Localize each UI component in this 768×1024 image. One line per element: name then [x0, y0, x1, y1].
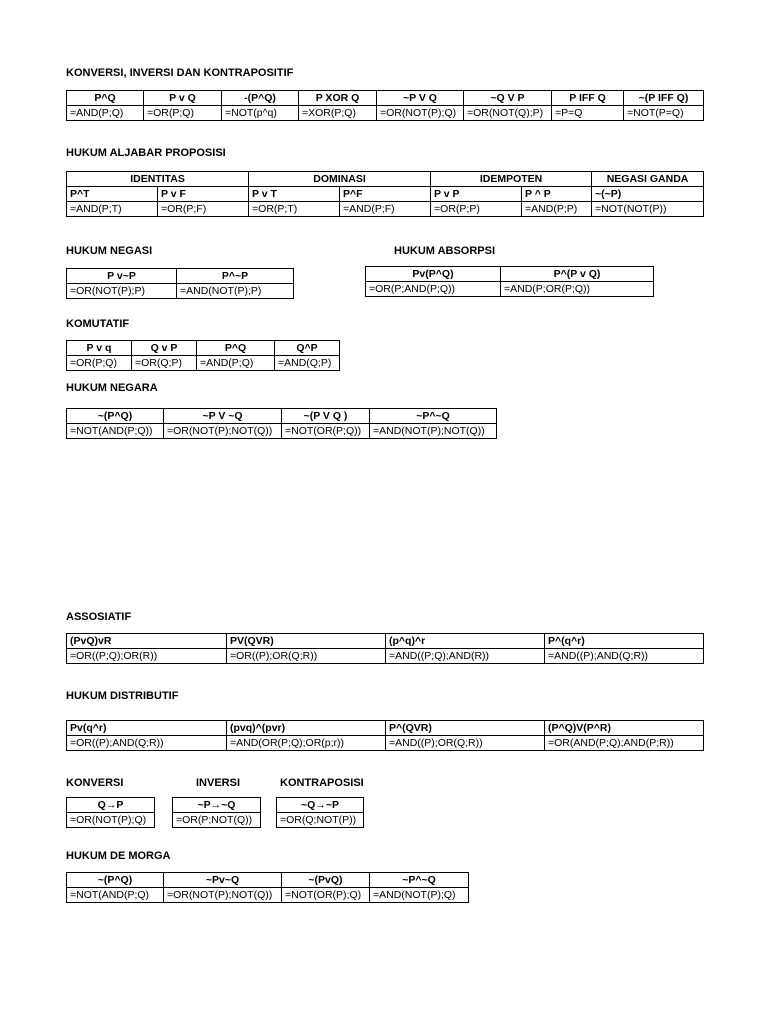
header-cell[interactable]: ~(~P): [592, 187, 704, 202]
table-row: [67, 736, 704, 751]
formula-cell[interactable]: =OR(NOT(P);P): [67, 284, 177, 299]
formula-cell[interactable]: =AND(P;OR(P;Q)): [501, 282, 654, 297]
section-title-hukum-de-morga: HUKUM DE MORGA: [66, 850, 171, 862]
header-cell[interactable]: P^~P: [177, 269, 294, 284]
section-title-assosiatif: ASSOSIATIF: [66, 611, 132, 623]
formula-cell[interactable]: =NOT(AND(P;Q)): [67, 424, 164, 439]
table-komutatif: [66, 340, 340, 371]
header-cell[interactable]: ~P→~Q: [173, 798, 261, 813]
header-cell[interactable]: (P^Q)V(P^R): [545, 721, 704, 736]
header-cell[interactable]: ~P V Q: [377, 91, 464, 106]
formula-cell[interactable]: =AND(Q;P): [275, 356, 340, 371]
table-inversi: [172, 797, 261, 828]
formula-cell[interactable]: =XOR(P;Q): [299, 106, 377, 121]
header-cell[interactable]: Pv(q^r): [67, 721, 227, 736]
formula-cell[interactable]: =AND(NOT(P);Q): [370, 888, 469, 903]
section-title-kontraposisi: KONTRAPOSISI: [280, 777, 364, 789]
formula-cell[interactable]: =AND((P);OR(Q;R)): [386, 736, 545, 751]
formula-cell[interactable]: =NOT(NOT(P)): [592, 202, 704, 217]
table-header-row: [67, 341, 340, 356]
formula-cell[interactable]: =NOT(p^q): [222, 106, 299, 121]
table-row: [173, 813, 261, 828]
header-cell[interactable]: ~Q V P: [464, 91, 552, 106]
formula-cell[interactable]: =AND(NOT(P);NOT(Q)): [370, 424, 497, 439]
header-cell[interactable]: Q v P: [132, 341, 197, 356]
header-cell[interactable]: P ^ P: [522, 187, 592, 202]
header-cell[interactable]: P v F: [158, 187, 249, 202]
formula-cell[interactable]: =OR(P;P): [431, 202, 522, 217]
header-cell[interactable]: P^(q^r): [545, 634, 704, 649]
table-row: [67, 424, 497, 439]
formula-cell[interactable]: =OR(P;Q): [67, 356, 132, 371]
header-cell[interactable]: ~(P^Q): [67, 873, 164, 888]
header-cell[interactable]: P^Q: [197, 341, 275, 356]
formula-cell[interactable]: =AND((P);AND(Q;R)): [545, 649, 704, 664]
formula-cell[interactable]: =OR((P;Q);OR(R)): [67, 649, 227, 664]
table-group-row: [67, 172, 704, 187]
header-cell[interactable]: Pv(P^Q): [366, 267, 501, 282]
header-cell[interactable]: (pvq)^(pvr): [227, 721, 386, 736]
formula-cell[interactable]: =AND(NOT(P);P): [177, 284, 294, 299]
table-row: [67, 649, 704, 664]
section-title-hukum-negasi: HUKUM NEGASI: [66, 245, 153, 257]
formula-cell[interactable]: =OR(P;NOT(Q)): [173, 813, 261, 828]
formula-cell[interactable]: =OR(P;AND(P;Q)): [366, 282, 501, 297]
section-title-hukum-negara: HUKUM NEGARA: [66, 382, 158, 394]
header-cell[interactable]: (PvQ)vR: [67, 634, 227, 649]
table-header-row: [366, 267, 654, 282]
header-cell[interactable]: P XOR Q: [299, 91, 377, 106]
header-cell[interactable]: P v~P: [67, 269, 177, 284]
group-cell-dominasi: DOMINASI: [249, 172, 431, 187]
header-cell[interactable]: ~(P IFF Q): [624, 91, 704, 106]
formula-cell[interactable]: =OR(NOT(P);NOT(Q)): [164, 888, 282, 903]
formula-cell[interactable]: =OR(NOT(P);Q): [67, 813, 155, 828]
header-cell[interactable]: P v P: [431, 187, 522, 202]
table-row: [366, 282, 654, 297]
header-cell[interactable]: P v Q: [144, 91, 222, 106]
formula-cell[interactable]: =AND((P;Q);AND(R)): [386, 649, 545, 664]
header-cell[interactable]: (p^q)^r: [386, 634, 545, 649]
header-cell[interactable]: ~Pv~Q: [164, 873, 282, 888]
table-hukum-de-morga: [66, 872, 469, 903]
formula-cell[interactable]: =NOT(P=Q): [624, 106, 704, 121]
table-hukum-aljabar: [66, 171, 704, 217]
formula-cell[interactable]: =P=Q: [552, 106, 624, 121]
section-title-hukum-aljabar: HUKUM ALJABAR PROPOSISI: [66, 147, 226, 159]
formula-cell[interactable]: =AND(P;Q): [197, 356, 275, 371]
table-row: [67, 106, 704, 121]
header-cell[interactable]: Q^P: [275, 341, 340, 356]
section-title-konversi-inversi-kontrapositif: KONVERSI, INVERSI DAN KONTRAPOSITIF: [66, 67, 294, 79]
header-cell[interactable]: P^(P v Q): [501, 267, 654, 282]
table-header-row: [67, 187, 704, 202]
header-cell[interactable]: P v q: [67, 341, 132, 356]
header-cell[interactable]: ~P^~Q: [370, 873, 469, 888]
header-cell[interactable]: PV(QVR): [227, 634, 386, 649]
formula-cell[interactable]: =OR(AND(P;Q);AND(P;R)): [545, 736, 704, 751]
formula-cell[interactable]: =NOT(OR(P;Q)): [282, 424, 370, 439]
formula-cell[interactable]: =OR(NOT(Q);P): [464, 106, 552, 121]
formula-cell[interactable]: =OR((P);OR(Q;R)): [227, 649, 386, 664]
section-title-inversi: INVERSI: [196, 777, 241, 789]
header-cell[interactable]: Q→P: [67, 798, 155, 813]
header-cell[interactable]: -(P^Q): [222, 91, 299, 106]
header-cell[interactable]: ~(PvQ): [282, 873, 370, 888]
table-kontraposisi: [276, 797, 364, 828]
header-cell[interactable]: P IFF Q: [552, 91, 624, 106]
table-header-row: [67, 873, 469, 888]
section-title-hukum-distributif: HUKUM DISTRIBUTIF: [66, 690, 179, 702]
table-row: [67, 356, 340, 371]
formula-cell[interactable]: =AND(P;F): [340, 202, 431, 217]
table-header-row: [67, 798, 155, 813]
header-cell[interactable]: ~(P^Q): [67, 409, 164, 424]
table-header-row: [67, 721, 704, 736]
table-header-row: [277, 798, 364, 813]
formula-cell[interactable]: =AND(OR(P;Q);OR(p;r)): [227, 736, 386, 751]
header-cell[interactable]: P^F: [340, 187, 431, 202]
group-cell-identitas: IDENTITAS: [67, 172, 249, 187]
table-header-row: [67, 269, 294, 284]
table-hukum-distributif: [66, 720, 704, 751]
table-hukum-absorpsi: [365, 266, 654, 297]
table-row: [67, 813, 155, 828]
table-row: [67, 284, 294, 299]
formula-cell[interactable]: =OR(Q;P): [132, 356, 197, 371]
table-row: [67, 202, 704, 217]
header-cell[interactable]: P^T: [67, 187, 158, 202]
header-cell[interactable]: ~(P V Q ): [282, 409, 370, 424]
formula-cell[interactable]: =OR(NOT(P);Q): [377, 106, 464, 121]
formula-cell[interactable]: =AND(P;P): [522, 202, 592, 217]
formula-cell[interactable]: =OR(Q;NOT(P)): [277, 813, 364, 828]
table-row: [67, 888, 469, 903]
table-konversi: [66, 797, 155, 828]
table-hukum-negasi: [66, 268, 294, 299]
formula-cell[interactable]: =OR(NOT(P);NOT(Q)): [164, 424, 282, 439]
formula-cell[interactable]: =OR(P;Q): [144, 106, 222, 121]
table-header-row: [173, 798, 261, 813]
table-header-row: [67, 634, 704, 649]
section-title-komutatif: KOMUTATIF: [66, 318, 130, 330]
formula-cell[interactable]: =OR(P;F): [158, 202, 249, 217]
formula-cell[interactable]: =OR((P);AND(Q;R)): [67, 736, 227, 751]
header-cell[interactable]: ~P^~Q: [370, 409, 497, 424]
formula-cell[interactable]: =NOT(OR(P);Q): [282, 888, 370, 903]
table-hukum-negara: [66, 408, 497, 439]
group-cell-negasi-ganda: NEGASI GANDA: [592, 172, 704, 187]
table-konversi-inversi-kontrapositif: [66, 90, 704, 121]
header-cell[interactable]: ~P V ~Q: [164, 409, 282, 424]
section-title-hukum-absorpsi: HUKUM ABSORPSI: [394, 245, 496, 257]
formula-cell[interactable]: =OR(P;T): [249, 202, 340, 217]
header-cell[interactable]: P^Q: [67, 91, 144, 106]
formula-cell[interactable]: =NOT(AND(P;Q): [67, 888, 164, 903]
formula-cell[interactable]: =AND(P;T): [67, 202, 158, 217]
header-cell[interactable]: P v T: [249, 187, 340, 202]
table-header-row: [67, 409, 497, 424]
table-assosiatif: [66, 633, 704, 664]
group-cell-idempoten: IDEMPOTEN: [431, 172, 592, 187]
section-title-konversi: KONVERSI: [66, 777, 124, 789]
header-cell[interactable]: ~Q→~P: [277, 798, 364, 813]
formula-cell[interactable]: =AND(P;Q): [67, 106, 144, 121]
table-header-row: [67, 91, 704, 106]
header-cell[interactable]: P^(QVR): [386, 721, 545, 736]
table-row: [277, 813, 364, 828]
